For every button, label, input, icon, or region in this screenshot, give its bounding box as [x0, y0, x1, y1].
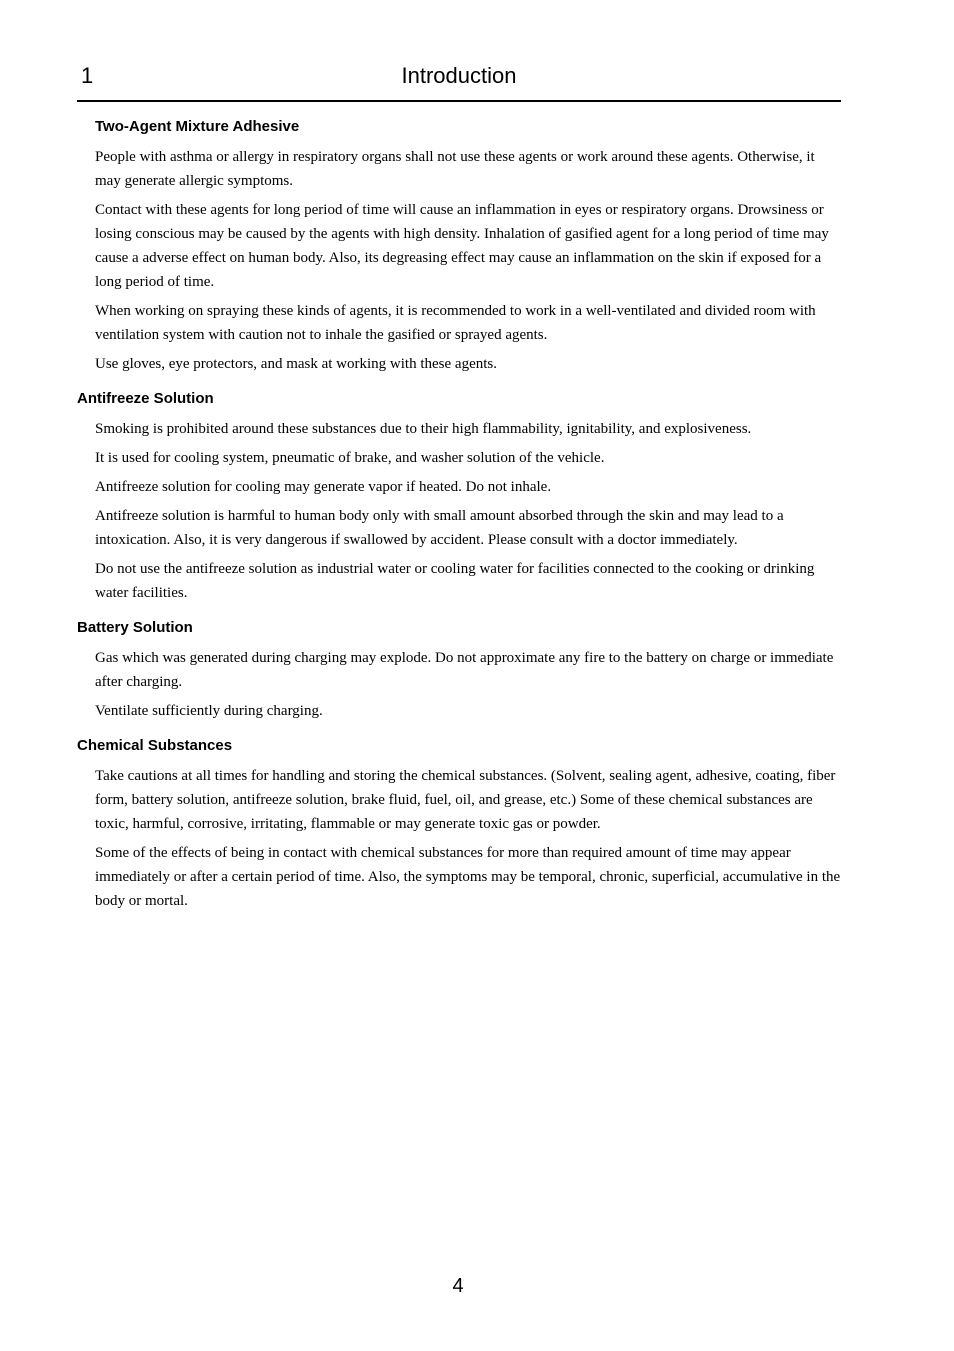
paragraph: Use gloves, eye protectors, and mask at working with these agents.: [95, 356, 497, 372]
paragraph: People with asthma or allergy in respiratory organs shall not use these agents or work around these agents. Otherwise, it may generate allergic symptoms.: [95, 149, 815, 189]
paragraph: Gas which was generated during charging may explode. Do not approximate any fire to the battery on charge or immediate after charging.: [95, 650, 834, 690]
page-number: 4: [452, 1275, 464, 1297]
section-two-agent-mixture-adhesive: [77, 117, 841, 376]
chapter-title: Introduction: [401, 63, 517, 88]
paragraph: When working on spraying these kinds of agents, it is recommended to work in a well-ventilated and divided room with ventilation system with caution not to inhale the gasified or sprayed agents.: [95, 303, 816, 343]
paragraph: Ventilate sufficiently during charging.: [95, 703, 323, 719]
section-battery-solution: [77, 618, 841, 723]
paragraph: Some of the effects of being in contact with chemical substances for more than required amount of time may appear immediately or after a certain period of time. Also, the symptoms may be temporal, chronic, superficial, accumulative in the body or mortal.: [95, 845, 841, 909]
section-heading: Chemical Substances: [77, 737, 233, 754]
paragraph: Antifreeze solution for cooling may generate vapor if heated. Do not inhale.: [95, 479, 552, 495]
chapter-number: 1: [81, 63, 94, 88]
chapter-header: [77, 60, 841, 102]
paragraph: Antifreeze solution is harmful to human body only with small amount absorbed through the skin and may lead to a intoxication. Also, it is very dangerous if swallowed by accident. Please consult with a doctor immediately.: [95, 508, 784, 548]
section-heading: Two-Agent Mixture Adhesive: [95, 118, 300, 135]
section-antifreeze-solution: [77, 389, 841, 605]
paragraph: Do not use the antifreeze solution as industrial water or cooling water for facilities connected to the cooking or drinking water facilities.: [95, 561, 815, 601]
paragraph: Smoking is prohibited around these substances due to their high flammability, ignitability, and explosiveness.: [95, 421, 752, 437]
section-heading: Antifreeze Solution: [77, 390, 214, 407]
section-chemical-substances: [77, 736, 841, 913]
page-content: [77, 117, 841, 926]
paragraph: It is used for cooling system, pneumatic of brake, and washer solution of the vehicle.: [95, 450, 605, 466]
paragraph: Contact with these agents for long period of time will cause an inflammation in eyes or respiratory organs. Drowsiness or losing conscious may be caused by the agents with high density. Inhalation of gasified agent for a long period of time may cause a adverse effect on human body. Also, its degreasing effect may cause an inflammation on the skin if exposed for a long period of time.: [95, 202, 829, 290]
paragraph: Take cautions at all times for handling and storing the chemical substances. (Solvent, sealing agent, adhesive, coating, fiber form, battery solution, antifreeze solution, brake fluid, fuel, oil, and grease, etc.) Some of these chemical substances are toxic, harmful, corrosive, irritating, flammable or may generate toxic gas or powder.: [95, 768, 836, 832]
section-heading: Battery Solution: [77, 619, 193, 636]
